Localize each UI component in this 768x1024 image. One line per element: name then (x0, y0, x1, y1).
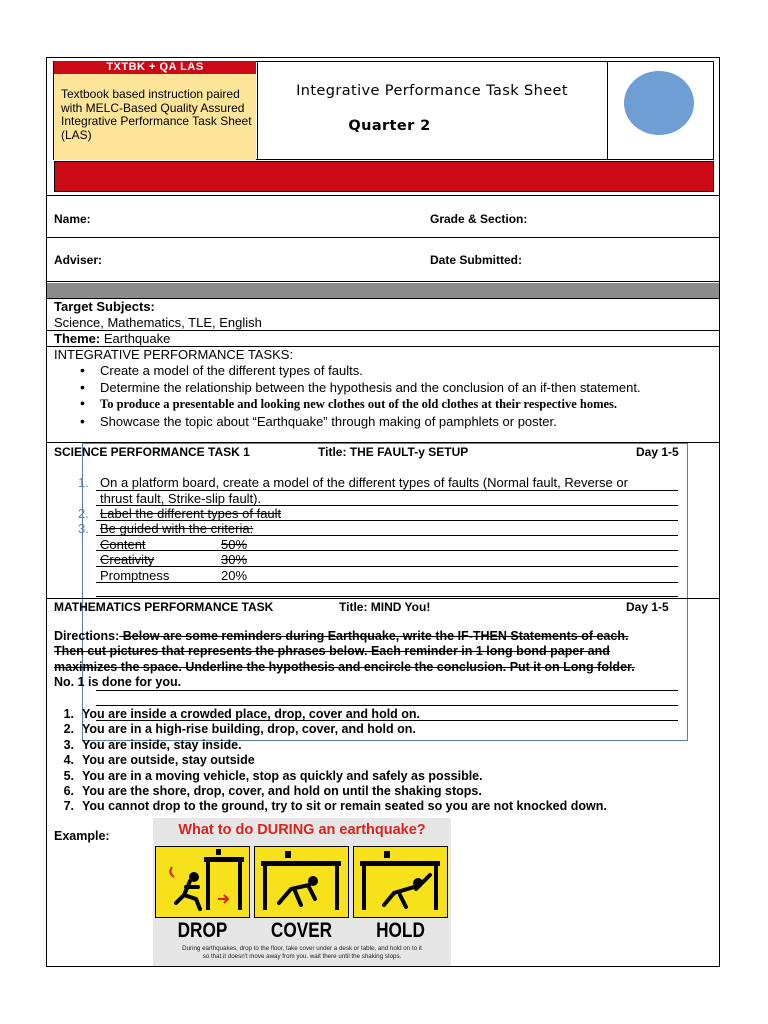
earthquake-poster (153, 818, 451, 966)
list-item: 3. You are inside, stay inside. (63, 737, 242, 752)
rule (46, 281, 720, 282)
name-label: Name: (54, 212, 91, 226)
sign-label-hold: HOLD (376, 919, 425, 942)
sign-label-cover: COVER (270, 919, 333, 942)
poster-caption: During earthquakes, drop to the floor, take cover under a desk or table, and hold on to it so that it doesn't move away from you. wait there until the shaking stops. (182, 945, 422, 960)
sign-label-drop: DROP (177, 919, 228, 942)
hold-icon (354, 847, 446, 916)
hold-sign (353, 846, 448, 918)
criteria-row (100, 552, 300, 567)
writing-line (96, 535, 678, 536)
science-item-3: 3. Be guided with the criteria: (78, 521, 254, 536)
grade-section-label: Grade & Section: (430, 212, 528, 226)
criteria-name: Promptness (100, 568, 170, 583)
task-item: • To produce a presentable and looking new clothes out of the old clothes at their respective homes. (74, 396, 641, 413)
list-item: 6. You are the shore, drop, cover, and hold on until the shaking stops. (63, 783, 482, 798)
criteria-pct: 30% (221, 552, 248, 567)
rule (46, 598, 720, 599)
poster-title: What to do DURING an earthquake? (178, 822, 426, 838)
theme-value: Earthquake (100, 331, 171, 346)
writing-line (96, 550, 678, 551)
rule (46, 195, 720, 196)
theme-line (54, 331, 170, 346)
theme-label: Theme: (54, 331, 101, 346)
list-item: 4. You are outside, stay outside (63, 753, 255, 768)
target-subjects: Science, Mathematics, TLE, English (54, 315, 262, 330)
item-number: 2. (78, 506, 89, 521)
science-heading: SCIENCE PERFORMANCE TASK 1 (54, 445, 250, 459)
item-number: 3. (78, 521, 89, 536)
gray-band (47, 283, 719, 298)
badge: TXTBK + QA LAS (54, 61, 256, 74)
tasks-heading: INTEGRATIVE PERFORMANCE TASKS: (54, 347, 294, 362)
criteria-pct: 20% (221, 568, 248, 583)
writing-line (96, 505, 678, 506)
list-item: 5. You are in a moving vehicle, stop as quickly and safely as possible. (63, 768, 483, 783)
math-heading: MATHEMATICS PERFORMANCE TASK (54, 600, 274, 614)
writing-line (96, 690, 678, 691)
task-item: • Determine the relationship between the hypothesis and the conclusion of an if-then statement. (74, 379, 641, 396)
criteria-name: Content (100, 537, 146, 552)
header-divider-2 (607, 61, 608, 160)
math-directions: Directions: Below are some reminders during Earthquake, write the IF-THEN Statements of each. Then cut pictures that represents the phrases below. Each reminder in 1 long bond paper and maximizes the space. Underline the hypothesis and encircle the conclusion. Put it on Long folder. No. 1 is done for you. (54, 629, 635, 689)
writing-line (96, 490, 678, 491)
criteria-name: Creativity (100, 552, 155, 567)
task-item: • Showcase the topic about “Earthquake” through making of pamphlets or poster. (74, 413, 641, 430)
science-day: Day 1-5 (636, 445, 679, 459)
date-submitted-label: Date Submitted: (430, 253, 523, 267)
writing-line (96, 582, 678, 583)
quarter-label: Quarter 2 (348, 118, 431, 134)
math-day: Day 1-5 (626, 600, 669, 614)
math-title: Title: MIND You! (339, 600, 431, 614)
science-title: Title: THE FAULT-y SETUP (318, 445, 469, 459)
writing-line (96, 520, 678, 521)
cover-sign (254, 846, 349, 918)
criteria-row (100, 568, 300, 583)
drop-sign (155, 846, 250, 918)
science-item-1-cont: thrust fault, Strike-slip fault). (100, 491, 262, 506)
criteria-pct: 50% (221, 537, 248, 552)
header-divider-1 (257, 61, 258, 160)
task-item: • Create a model of the different types of faults. (74, 362, 641, 379)
drop-icon (156, 847, 248, 916)
page-title: Integrative Performance Task Sheet (296, 83, 568, 99)
directions-label: Directions: (54, 629, 120, 643)
item-number: 1. (78, 475, 89, 490)
tasks-list (74, 362, 641, 430)
list-item: 1. You are inside a crowded place, drop, cover and hold on. (63, 707, 421, 721)
logo-circle (624, 71, 694, 135)
writing-line (96, 596, 678, 597)
red-banner (54, 161, 714, 192)
list-item: 7. You cannot drop to the ground, try to sit or remain seated so you are not knocked down. (63, 799, 607, 814)
cover-icon (255, 847, 347, 916)
writing-line (96, 566, 678, 567)
description-note: Textbook based instruction paired with MELC-Based Quality Assured Integrative Performance Task Sheet (LAS) (54, 74, 256, 160)
example-label: Example: (54, 829, 110, 843)
rule (46, 237, 720, 238)
list-item: 2. You are in a high-rise building, drop, cover, and hold on. (63, 722, 416, 737)
science-item-1: 1. On a platform board, create a model of the different types of faults (Normal fault, Reverse or (78, 475, 628, 490)
science-item-2: 2. Label the different types of fault (78, 506, 282, 521)
writing-line (96, 705, 678, 706)
adviser-label: Adviser: (54, 253, 103, 267)
target-subjects-label: Target Subjects: (54, 299, 155, 314)
reminders-list (56, 707, 716, 815)
